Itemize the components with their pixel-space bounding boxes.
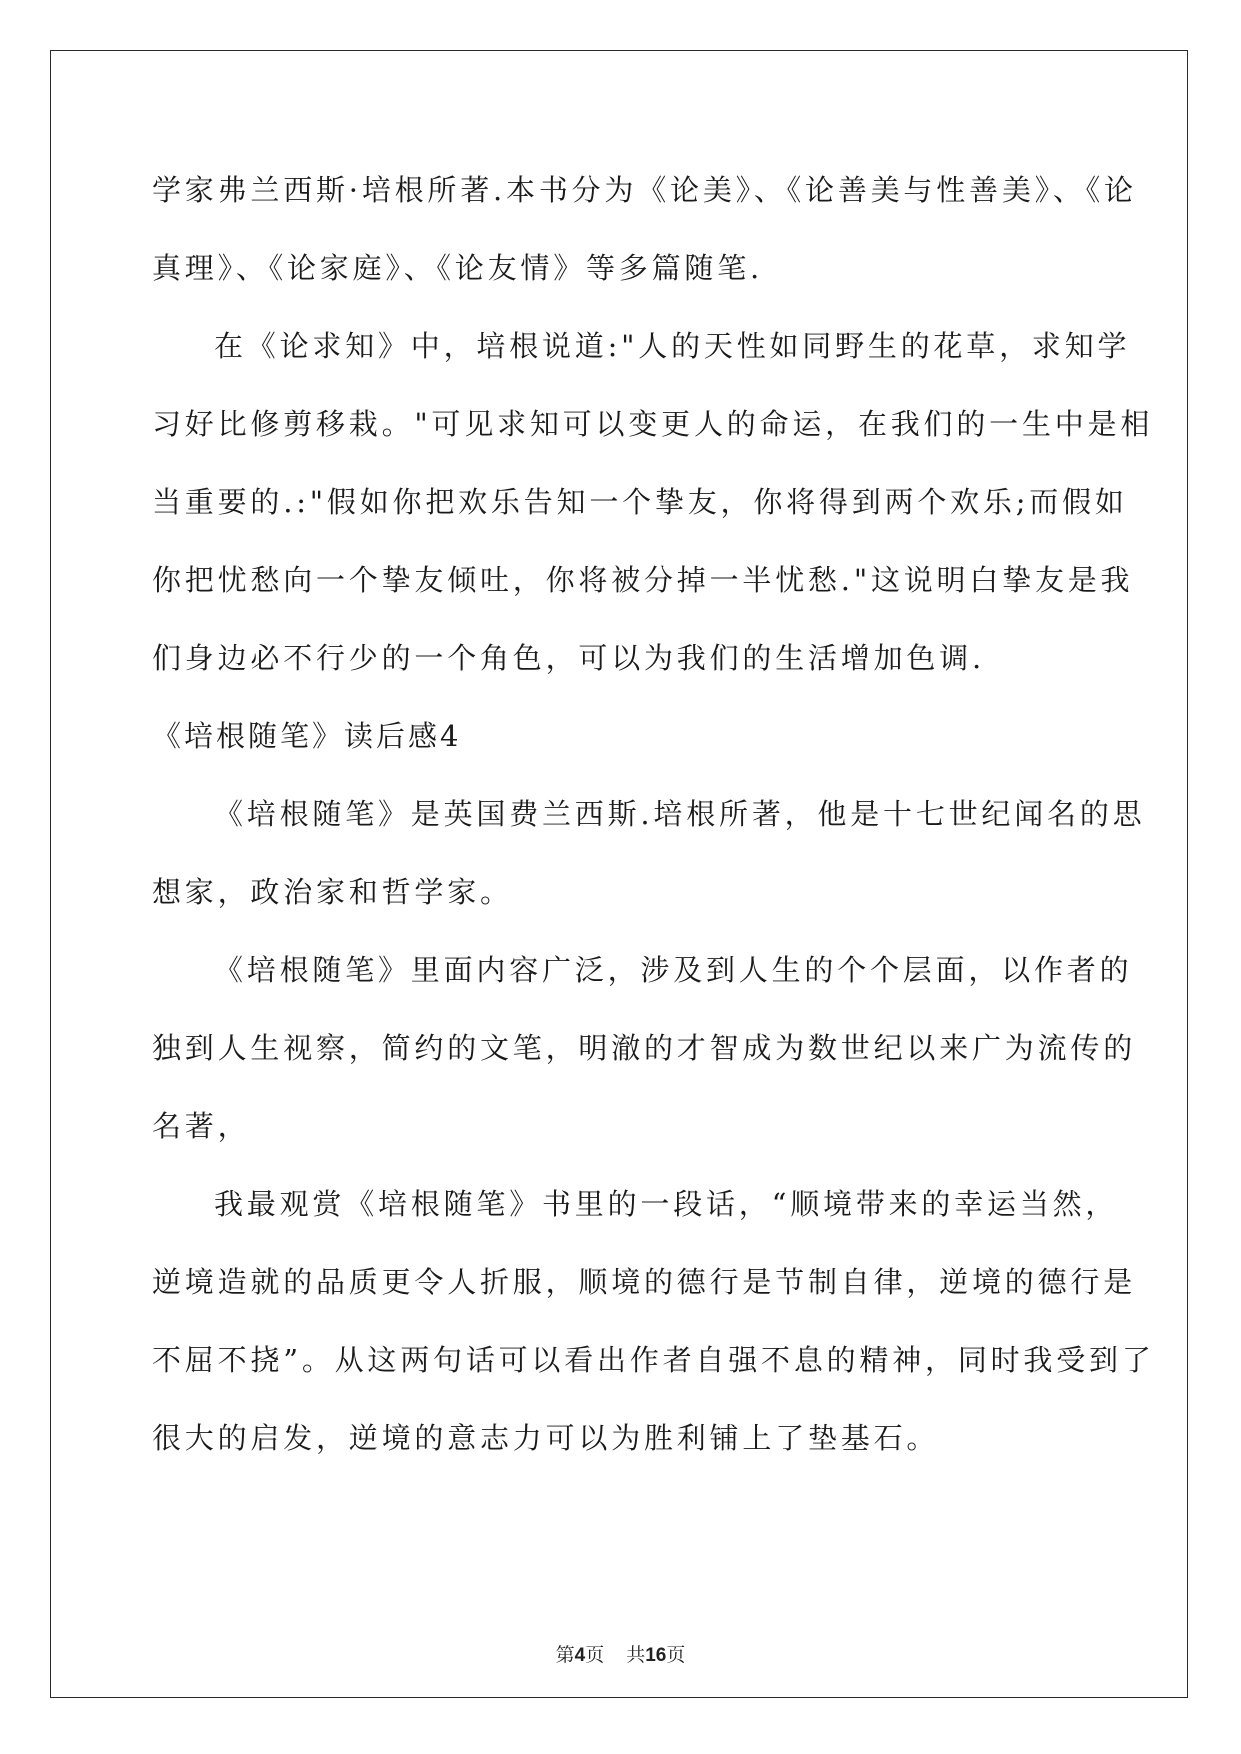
text-line: 你把忧愁向一个挚友倾吐，你将被分掉一半忧愁."这说明白挚友是我 bbox=[152, 563, 1134, 597]
text-line: 当重要的.:"假如你把欢乐告知一个挚友，你将得到两个欢乐;而假如 bbox=[152, 485, 1128, 519]
text-line: 习好比修剪移栽。"可见求知可以变更人的命运，在我们的一生中是相 bbox=[152, 407, 1154, 441]
text-line: 逆境造就的品质更令人折服，顺境的德行是节制自律，逆境的德行是 bbox=[152, 1265, 1137, 1299]
text-line: 很大的启发，逆境的意志力可以为胜利铺上了垫基石。 bbox=[152, 1421, 940, 1455]
text-line: 学家弗兰西斯·培根所著.本书分为《论美》、《论善美与性善美》、《论 bbox=[152, 173, 1137, 207]
text-line: 不屈不挠”。从这两句话可以看出作者自强不息的精神，同时我受到了 bbox=[152, 1343, 1155, 1377]
text-line: 名著， bbox=[152, 1109, 251, 1143]
footer-total-prefix: 共 bbox=[626, 1644, 646, 1666]
document-body bbox=[152, 160, 1155, 1486]
text-line: 在《论求知》中，培根说道:"人的天性如同野生的花草，求知学 bbox=[214, 329, 1131, 363]
text-line: 独到人生视察，简约的文笔，明澈的才智成为数世纪以来广为流传的 bbox=[152, 1031, 1137, 1065]
section-heading: 《培根随笔》读后感4 bbox=[152, 719, 462, 753]
footer-total-suffix: 页 bbox=[666, 1644, 686, 1666]
footer-page-number: 4 bbox=[574, 1645, 586, 1666]
text-line: 想家，政治家和哲学家。 bbox=[152, 875, 513, 909]
footer-total-pages: 16 bbox=[645, 1645, 667, 1666]
text-line: 们身边必不行少的一个角色，可以为我们的生活增加色调. bbox=[152, 641, 986, 675]
text-line: 真理》、《论家庭》、《论友情》等多篇随笔. bbox=[152, 251, 764, 285]
text-line: 《培根随笔》里面内容广泛，涉及到人生的个个层面，以作者的 bbox=[214, 953, 1133, 987]
text-line: 《培根随笔》是英国费兰西斯.培根所著，他是十七世纪闻名的思 bbox=[214, 797, 1146, 831]
page-footer bbox=[0, 1640, 1241, 1667]
footer-page-suffix: 页 bbox=[585, 1644, 605, 1666]
footer-page-prefix: 第 bbox=[555, 1644, 575, 1666]
text-line: 我最观赏《培根随笔》书里的一段话，“顺境带来的幸运当然， bbox=[214, 1187, 1119, 1221]
